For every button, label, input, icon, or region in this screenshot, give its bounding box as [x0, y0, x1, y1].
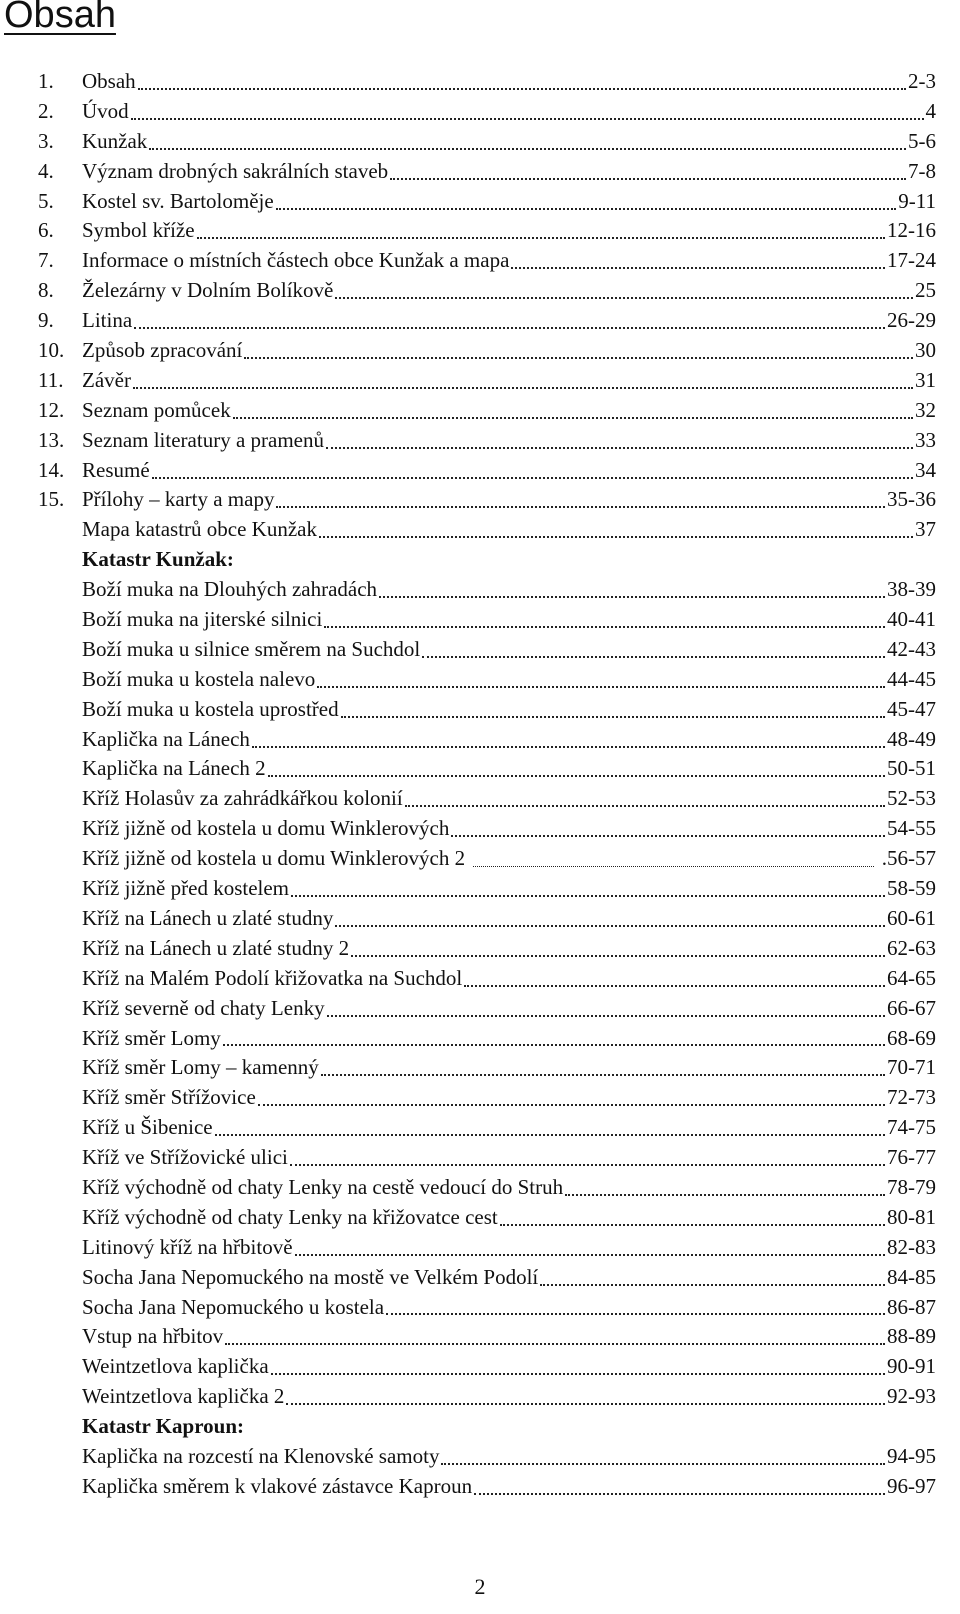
dot-leader: [197, 237, 885, 239]
dot-leader: [258, 1104, 885, 1106]
toc-entry-pages: 58-59: [887, 876, 936, 901]
toc-entry-pages: 78-79: [887, 1174, 936, 1199]
toc-entry-number: 6.: [38, 218, 54, 243]
dot-leader: [149, 148, 906, 150]
toc-entry-pages: 32: [915, 397, 936, 422]
dot-leader: [379, 596, 885, 598]
toc-entry-pages: 80-81: [887, 1204, 936, 1229]
dot-leader: [319, 536, 913, 538]
toc-entry[interactable]: [38, 635, 936, 665]
toc-entry-pages: 50-51: [887, 756, 936, 781]
toc-entry[interactable]: [38, 934, 936, 964]
toc-entry-number: 3.: [38, 128, 54, 153]
toc-entry-pages: 74-75: [887, 1115, 936, 1140]
dot-leader: [474, 1493, 885, 1495]
dot-leader: [276, 208, 897, 210]
toc-entry-pages: 45-47: [887, 696, 936, 721]
toc-entry-pages: 64-65: [887, 965, 936, 990]
dot-leader: [335, 297, 913, 299]
toc-entry[interactable]: [38, 904, 936, 934]
page-title: Obsah: [4, 0, 116, 36]
toc-entry-pages: 94-95: [887, 1443, 936, 1468]
toc-entry[interactable]: [38, 485, 936, 515]
toc-entry-pages: 70-71: [887, 1055, 936, 1080]
toc-entry-label: Katastr Kunžak:: [82, 547, 234, 572]
toc-entry[interactable]: [38, 1173, 936, 1203]
toc-entry-label: Kříž směr Střížovice: [82, 1085, 256, 1110]
toc-entry-label: Kříž na Malém Podolí křižovatka na Suchdol: [82, 965, 463, 990]
toc-entry-label: Kostel sv. Bartoloměje: [82, 188, 274, 213]
toc-entry[interactable]: [38, 306, 936, 336]
dot-leader: [321, 1074, 885, 1076]
toc-entry-label: Kříž východně od chaty Lenky na cestě vedoucí do Struh: [82, 1174, 564, 1199]
toc-entry-label: Kunžak: [82, 128, 148, 153]
toc-entry[interactable]: [38, 575, 936, 605]
toc-entry-label: Boží muka u kostela nalevo: [82, 666, 316, 691]
toc-entry[interactable]: [38, 1203, 936, 1233]
dot-leader: [131, 118, 924, 120]
toc-entry[interactable]: [38, 844, 936, 874]
toc-entry-label: Kaplička na rozcestí na Klenovské samoty: [82, 1443, 440, 1468]
toc-entry-pages: 92-93: [887, 1384, 936, 1409]
toc-entry[interactable]: [38, 665, 936, 695]
table-of-contents: [38, 67, 936, 1502]
toc-entry-pages: 26-29: [887, 308, 936, 333]
toc-section-heading: [38, 1412, 936, 1442]
toc-entry-number: 15.: [38, 487, 65, 512]
dot-leader: [326, 447, 913, 449]
dot-leader: [511, 267, 885, 269]
toc-entry-pages: 33: [915, 427, 936, 452]
dot-leader: [540, 1284, 885, 1286]
toc-entry-pages: 44-45: [887, 666, 936, 691]
toc-entry[interactable]: [38, 1083, 936, 1113]
toc-entry-number: 5.: [38, 188, 54, 213]
dot-leader: [335, 925, 885, 927]
dot-leader: [565, 1194, 885, 1196]
toc-entry-label: Kříž Holasův za zahrádkářkou kolonií: [82, 786, 403, 811]
toc-entry-label: Socha Jana Nepomuckého u kostela: [82, 1294, 385, 1319]
dot-leader: [133, 387, 913, 389]
toc-entry[interactable]: [38, 127, 936, 157]
dot-leader: [291, 895, 885, 897]
toc-entry-number: 10.: [38, 338, 65, 363]
toc-entry[interactable]: [38, 754, 936, 784]
toc-entry-pages: 4: [925, 98, 936, 123]
dot-leader: [225, 1343, 885, 1345]
toc-entry[interactable]: [38, 67, 936, 97]
toc-entry-label: Kaplička na Lánech 2: [82, 756, 266, 781]
dot-leader: [276, 506, 885, 508]
toc-entry[interactable]: [38, 1382, 936, 1412]
toc-entry-label: Přílohy – karty a mapy: [82, 487, 275, 512]
toc-entry[interactable]: [38, 1143, 936, 1173]
toc-entry-number: 11.: [38, 367, 64, 392]
toc-entry-pages: 7-8: [908, 158, 936, 183]
toc-entry[interactable]: [38, 246, 936, 276]
toc-entry-label: Boží muka na Dlouhých zahradách: [82, 577, 378, 602]
toc-entry-label: Kříž ve Střížovické ulici: [82, 1145, 288, 1170]
toc-entry-pages: 82-83: [887, 1234, 936, 1259]
toc-entry-label: Úvod: [82, 98, 129, 123]
dot-leader: [134, 327, 885, 329]
toc-entry[interactable]: [38, 1113, 936, 1143]
toc-entry-label: Kříž jižně od kostela u domu Winklerových 2: [82, 846, 466, 871]
toc-entry[interactable]: [38, 515, 936, 545]
toc-entry-label: Seznam literatury a pramenů: [82, 427, 324, 452]
toc-entry-pages: 31: [915, 367, 936, 392]
toc-entry[interactable]: [38, 276, 936, 306]
toc-entry[interactable]: [38, 814, 936, 844]
toc-entry-label: Kříž jižně od kostela u domu Winklerových: [82, 816, 450, 841]
toc-entry-pages: 2-3: [908, 69, 936, 93]
toc-entry-label: Obsah: [82, 69, 136, 93]
toc-entry-pages: 84-85: [887, 1264, 936, 1289]
dot-leader: [233, 417, 913, 419]
toc-entry[interactable]: [38, 1293, 936, 1323]
toc-entry[interactable]: [38, 456, 936, 486]
dot-leader: [271, 1373, 885, 1375]
toc-entry-pages: 52-53: [887, 786, 936, 811]
toc-entry-label: Kaplička na Lánech: [82, 726, 250, 751]
toc-entry-label: Vstup na hřbitov: [82, 1324, 224, 1349]
toc-entry-label: Litinový kříž na hřbitově: [82, 1234, 293, 1259]
toc-entry[interactable]: [38, 97, 936, 127]
toc-entry-number: 14.: [38, 457, 65, 482]
toc-entry-label: Boží muka na jiterské silnici: [82, 607, 323, 632]
toc-entry-pages: 62-63: [887, 935, 936, 960]
page-number: 2: [474, 1574, 486, 1599]
dot-leader: [244, 357, 913, 359]
toc-entry-label: Kříž u Šibenice: [82, 1115, 213, 1140]
dot-leader: [451, 835, 885, 837]
dot-leader: [386, 1313, 885, 1315]
dot-leader: [317, 686, 885, 688]
toc-entry-pages: 5-6: [908, 128, 936, 153]
toc-entry-number: 13.: [38, 427, 65, 452]
dot-leader: [138, 88, 906, 90]
toc-entry-label: Katastr Kaproun:: [82, 1414, 244, 1439]
toc-entry-label: Kříž směr Lomy: [82, 1025, 221, 1050]
toc-entry-label: Mapa katastrů obce Kunžak: [82, 517, 317, 542]
dot-leader: [223, 1044, 885, 1046]
toc-entry-label: Kříž východně od chaty Lenky na křižovatce cest: [82, 1204, 498, 1229]
toc-entry-pages: 35-36: [887, 487, 936, 512]
toc-entry-pages: 17-24: [887, 248, 936, 273]
toc-entry-label: Resumé: [82, 457, 150, 482]
toc-entry[interactable]: [38, 1024, 936, 1054]
toc-entry-pages: 40-41: [887, 607, 936, 632]
dot-leader: [286, 1403, 885, 1405]
toc-entry-pages: 12-16: [887, 218, 936, 243]
toc-entry-number: 7.: [38, 248, 54, 273]
toc-section-heading: [38, 545, 936, 575]
toc-entry-pages: 72-73: [887, 1085, 936, 1110]
toc-entry-label: Kříž severně od chaty Lenky: [82, 995, 325, 1020]
toc-entry[interactable]: [38, 366, 936, 396]
toc-entry-pages: 9-11: [898, 188, 936, 213]
toc-entry-number: 9.: [38, 308, 54, 333]
toc-entry[interactable]: [38, 874, 936, 904]
toc-entry-pages: 30: [915, 338, 936, 363]
toc-entry[interactable]: [38, 187, 936, 217]
toc-entry-pages: .56-57: [881, 846, 936, 871]
dot-leader: [473, 866, 874, 867]
dot-leader: [152, 477, 913, 479]
dot-leader: [341, 716, 885, 718]
toc-entry[interactable]: [38, 605, 936, 635]
toc-entry-pages: 60-61: [887, 905, 936, 930]
dot-leader: [268, 775, 885, 777]
toc-entry-label: Kaplička směrem k vlakové zástavce Kaproun: [82, 1473, 473, 1498]
toc-entry[interactable]: [38, 1352, 936, 1382]
toc-entry-label: Kříž na Lánech u zlaté studny: [82, 905, 334, 930]
toc-entry[interactable]: [38, 1263, 936, 1293]
toc-entry-pages: 66-67: [887, 995, 936, 1020]
toc-entry-pages: 34: [915, 457, 936, 482]
toc-entry-label: Boží muka u silnice směrem na Suchdol: [82, 636, 421, 661]
toc-entry[interactable]: [38, 964, 936, 994]
toc-entry[interactable]: [38, 1442, 936, 1472]
toc-entry-label: Boží muka u kostela uprostřed: [82, 696, 339, 721]
toc-entry-number: 1.: [38, 69, 54, 93]
toc-entry-pages: 96-97: [887, 1473, 936, 1498]
toc-entry[interactable]: [38, 426, 936, 456]
toc-entry-label: Kříž jižně před kostelem: [82, 876, 290, 901]
toc-entry[interactable]: [38, 216, 936, 246]
toc-entry-pages: 48-49: [887, 726, 936, 751]
dot-leader: [324, 626, 885, 628]
toc-entry-label: Kříž směr Lomy – kamenný: [82, 1055, 319, 1080]
dot-leader: [422, 656, 885, 658]
toc-entry-pages: 42-43: [887, 636, 936, 661]
dot-leader: [441, 1463, 885, 1465]
toc-entry-label: Symbol kříže: [82, 218, 195, 243]
toc-entry[interactable]: [38, 1322, 936, 1352]
toc-entry-number: 12.: [38, 397, 65, 422]
toc-entry-pages: 86-87: [887, 1294, 936, 1319]
toc-entry-number: 8.: [38, 278, 54, 303]
toc-entry-pages: 54-55: [887, 816, 936, 841]
dot-leader: [327, 1015, 885, 1017]
toc-entry-label: Socha Jana Nepomuckého na mostě ve Velkém Podolí: [82, 1264, 539, 1289]
toc-entry-pages: 90-91: [887, 1354, 936, 1379]
toc-entry-label: Litina: [82, 308, 133, 333]
dot-leader: [390, 178, 906, 180]
dot-leader: [295, 1254, 885, 1256]
toc-entry[interactable]: [38, 695, 936, 725]
toc-entry[interactable]: [38, 994, 936, 1024]
toc-entry[interactable]: [38, 725, 936, 755]
toc-entry-label: Informace o místních částech obce Kunžak a mapa: [82, 248, 510, 273]
toc-entry-pages: 76-77: [887, 1145, 936, 1170]
toc-entry-label: Weintzetlova kaplička 2: [82, 1384, 285, 1409]
dot-leader: [405, 805, 885, 807]
toc-entry[interactable]: [38, 1472, 936, 1502]
dot-leader: [351, 955, 885, 957]
toc-entry-label: Závěr: [82, 367, 131, 392]
toc-entry-pages: 37: [915, 517, 936, 542]
dot-leader: [290, 1164, 885, 1166]
toc-entry-label: Význam drobných sakrálních staveb: [82, 158, 389, 183]
toc-entry[interactable]: [38, 396, 936, 426]
toc-entry-pages: 88-89: [887, 1324, 936, 1349]
dot-leader: [215, 1134, 885, 1136]
toc-entry-pages: 38-39: [887, 577, 936, 602]
toc-entry-label: Seznam pomůcek: [82, 397, 231, 422]
toc-entry-number: 4.: [38, 158, 54, 183]
toc-entry-label: Weintzetlova kaplička: [82, 1354, 269, 1379]
toc-entry[interactable]: [38, 784, 936, 814]
toc-entry[interactable]: [38, 157, 936, 187]
toc-entry-label: Způsob zpracování: [82, 338, 243, 363]
toc-entry[interactable]: [38, 1233, 936, 1263]
dot-leader: [500, 1224, 885, 1226]
toc-entry[interactable]: [38, 336, 936, 366]
toc-entry-pages: 68-69: [887, 1025, 936, 1050]
toc-entry-label: Kříž na Lánech u zlaté studny 2: [82, 935, 350, 960]
toc-entry-pages: 25: [915, 278, 936, 303]
toc-entry-number: 2.: [38, 98, 54, 123]
toc-entry[interactable]: [38, 1053, 936, 1083]
toc-entry-label: Železárny v Dolním Bolíkově: [82, 278, 334, 303]
dot-leader: [464, 985, 885, 987]
dot-leader: [252, 746, 885, 748]
